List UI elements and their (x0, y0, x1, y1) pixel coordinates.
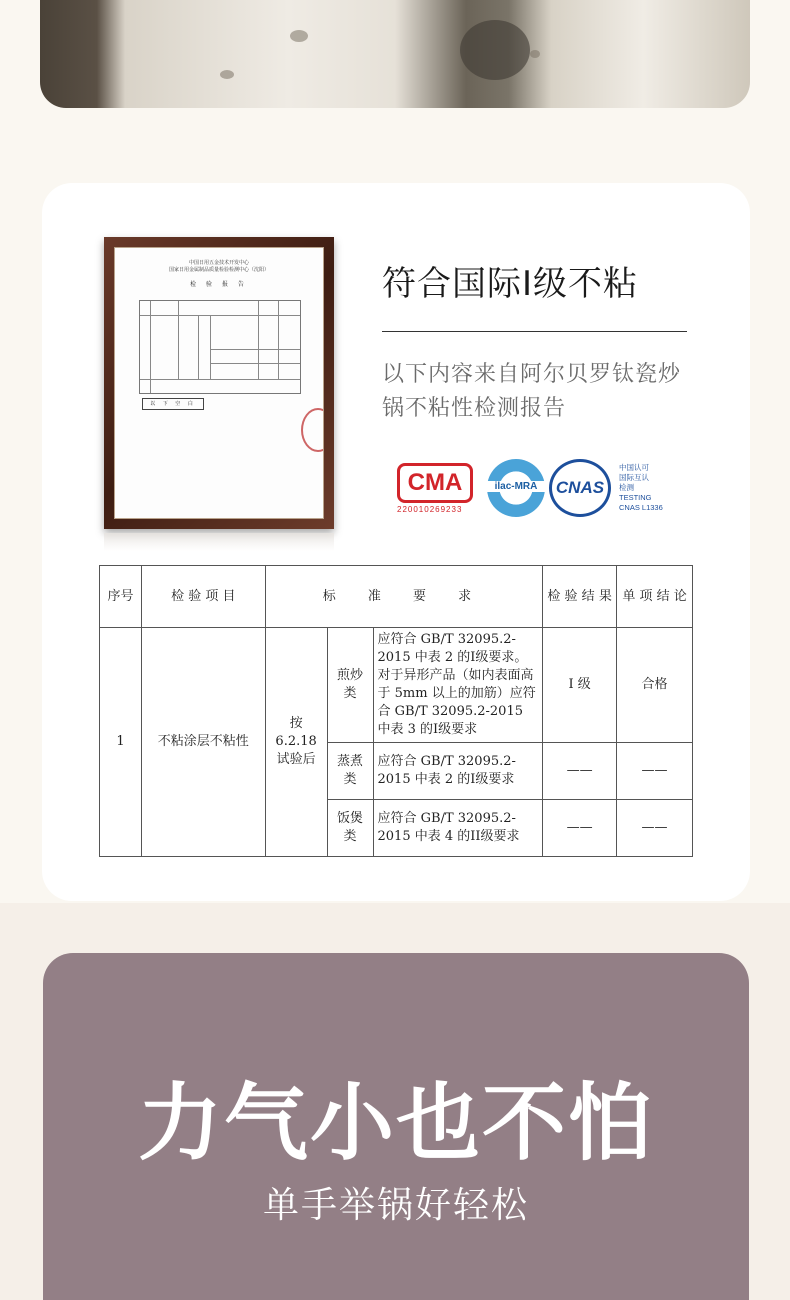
section-subtitle: 以下内容来自阿尔贝罗钛瓷炒锅不粘性检测报告 (382, 362, 682, 421)
test-report-table (99, 565, 693, 857)
conclusion-cell: —— (617, 742, 693, 799)
doc-header-line1: 中国日用五金技术开发中心 (188, 260, 249, 266)
cnas-logo-icon: CNAS (549, 459, 611, 517)
result-cell: —— (543, 742, 617, 799)
category-cell: 煎炒类 (327, 628, 373, 742)
doc-blank-mark: 以 下 空 白 (142, 398, 204, 410)
conclusion-cell: —— (617, 799, 693, 856)
doc-header-line2: 国家日用金属制品质量检验检测中心（沈阳） (168, 267, 269, 273)
requirement-cell: 应符合 GB/T 32095.2-2015 中表 4 的II级要求 (373, 799, 543, 856)
certification-card (42, 183, 750, 901)
result-cell: —— (543, 799, 617, 856)
table-header-row (100, 566, 693, 628)
official-seal-icon (301, 408, 324, 452)
promo-subtitle: 单手举锅好轻松 (262, 1185, 529, 1226)
header-item: 检 验 项 目 (141, 566, 265, 628)
row-method: 按 6.2.18 试验后 (265, 628, 327, 857)
certificate-frame (104, 237, 334, 529)
row-item: 不粘涂层不粘性 (141, 628, 265, 857)
certification-logos (397, 457, 707, 519)
doc-mini-table (139, 300, 301, 394)
conclusion-cell: 合格 (617, 628, 693, 742)
category-cell: 蒸煮类 (327, 742, 373, 799)
frame-reflection (104, 533, 334, 551)
section-title: 符合国际I级不粘 (382, 264, 639, 304)
cma-logo-icon: CMA 220010269233 (397, 463, 473, 515)
header-standard: 标 准 要 求 (265, 566, 543, 628)
category-cell: 饭煲类 (327, 799, 373, 856)
title-divider (382, 331, 687, 332)
ilac-mra-logo-icon: ilac-MRA (487, 459, 545, 517)
result-cell: I 级 (543, 628, 617, 742)
requirement-cell: 应符合 GB/T 32095.2-2015 中表 2 的I级要求 (373, 742, 543, 799)
promo-title: 力气小也不怕 (137, 1074, 654, 1172)
header-conclusion: 单 项 结 论 (617, 566, 693, 628)
certificate-document (114, 247, 324, 519)
requirement-cell: 应符合 GB/T 32095.2-2015 中表 2 的I级要求。对于异形产品（如内表面高于 5mm 以上的加筋）应符合 GB/T 32095.2-2015 中表 3 的I级要求 (373, 628, 543, 742)
cma-number: 220010269233 (397, 505, 463, 514)
doc-title: 检 验 报 告 (190, 281, 248, 288)
header-no: 序号 (100, 566, 142, 628)
table-row (100, 628, 693, 742)
header-result: 检 验 结 果 (543, 566, 617, 628)
row-no: 1 (100, 628, 142, 857)
cnas-caption: 中国认可 国际互认 检测 TESTING CNAS L1336 (619, 463, 663, 512)
promo-banner (43, 953, 749, 1300)
product-photo (40, 0, 750, 108)
